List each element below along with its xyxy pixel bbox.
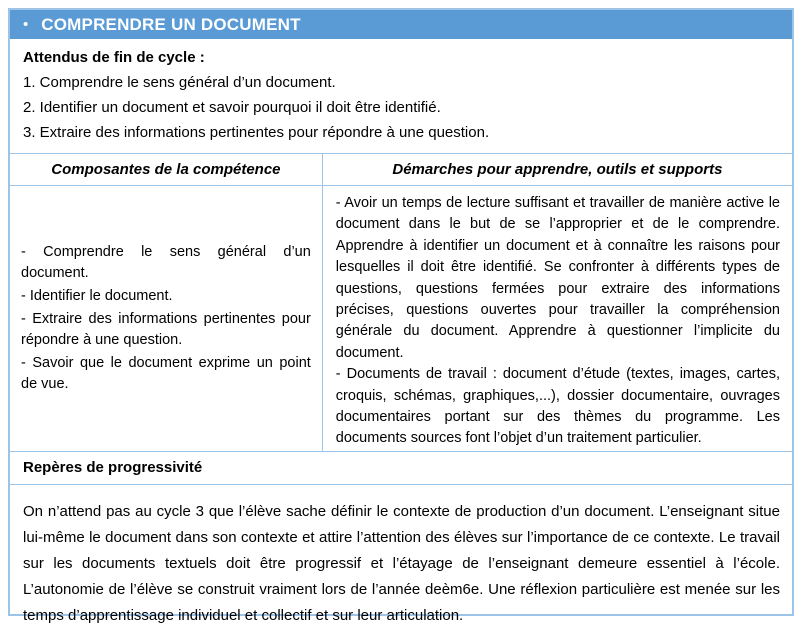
bullet-icon: • <box>23 16 29 33</box>
table-header-composantes: Composantes de la compétence <box>10 154 323 185</box>
attendus-section <box>10 39 792 154</box>
demarches-cell <box>323 186 792 451</box>
composantes-cell <box>10 186 323 451</box>
composante-item-4: - Savoir que le document exprime un point de vue. <box>21 355 311 392</box>
composante-item-1: - Comprendre le sens général d’un document. <box>21 244 311 281</box>
section-title: COMPRENDRE UN DOCUMENT <box>41 14 301 34</box>
attendus-item-2: 2. Identifier un document et savoir pourquoi il doit être identifié. <box>23 99 441 116</box>
composante-item-2: - Identifier le document. <box>21 288 173 304</box>
document-frame <box>8 8 794 624</box>
demarches-paragraph-1: - Avoir un temps de lecture suffisant et travailler de manière active le document dans le but de se l’approprier et de le comprendre. Apprendre à identifier un document et à connaître les raisons pour lesquelles il doit être identifié. Se confronter à différents types de questions, questions fermées pour extraire des informations précises, questions ouvertes pour travailler la compréhension générale du document. Apprendre à questionner l’implicite du document. <box>335 195 780 361</box>
section-title-bar <box>10 10 792 39</box>
table-header-demarches: Démarches pour apprendre, outils et supports <box>392 161 723 178</box>
reperes-paragraph: On n’attend pas au cycle 3 que l’élève sache définir le contexte de production d’un document. L’enseignant situe lui-même le document dans son contexte et attire l’attention des élèves sur l’importance de ce contexte. Le travail sur les documents textuels doit être progressif et l’étayage de l’enseignant demeure essentiel à l’école. L’autonomie de l’élève se construit vraiment lors de l’année deèm6e. Une réflexion particulière est menée sur les temps d’apprentissage individuel et collectif et sur leur articulation. <box>23 503 780 624</box>
reperes-paragraph-row <box>10 485 792 624</box>
table-body-row <box>10 186 792 452</box>
reperes-heading-row: Repères de progressivité <box>10 452 792 485</box>
composante-item-3: - Extraire des informations pertinentes pour répondre à une question. <box>21 311 311 348</box>
attendus-item-1: 1. Comprendre le sens général d’un document. <box>23 74 336 91</box>
attendus-heading: Attendus de fin de cycle : <box>23 49 205 66</box>
attendus-item-3: 3. Extraire des informations pertinentes pour répondre à une question. <box>23 124 490 141</box>
demarches-paragraph-2: - Documents de travail : document d’étude (textes, images, cartes, croquis, schémas, graphiques,...), dossier documentaire, ouvrages documentaires portant sur des thèmes du programme. Les documents sources font l’objet d’un traitement particulier. <box>335 366 780 447</box>
table-header-row <box>10 154 792 186</box>
